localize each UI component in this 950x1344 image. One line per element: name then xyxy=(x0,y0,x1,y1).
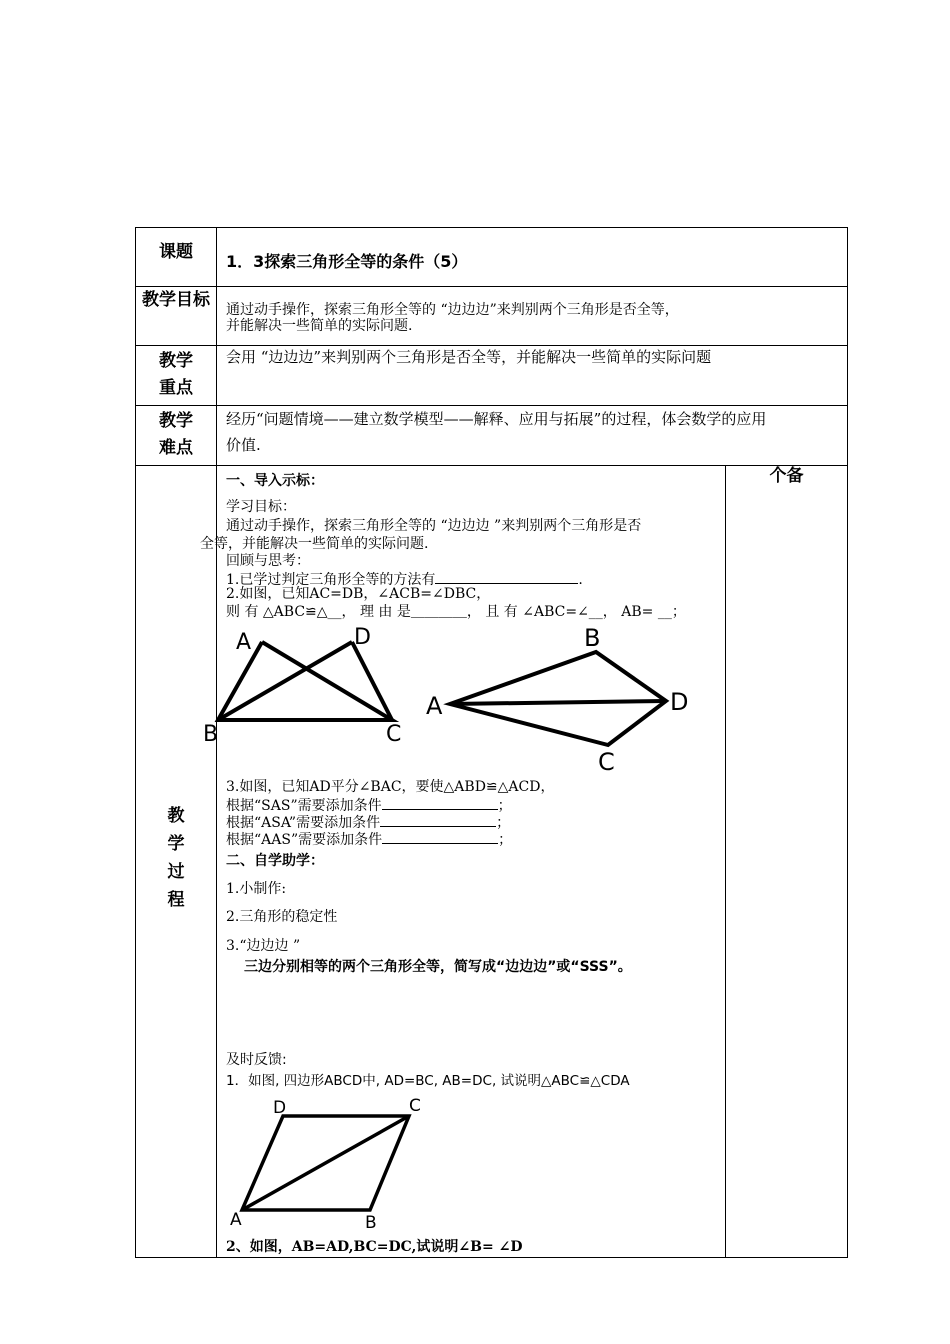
figure-3-label-a: A xyxy=(230,1210,242,1230)
figure-2-label-b: B xyxy=(584,624,601,652)
table-border-right xyxy=(847,227,848,1258)
question-1-end: . xyxy=(578,572,583,588)
figure-2-label-c: C xyxy=(598,748,615,776)
question-2-line-1: 2.如图，已知AC=DB，∠ACB=∠DBC， xyxy=(226,586,491,602)
table-row-divider xyxy=(135,345,848,346)
feedback-question-1: 1．如图, 四边形ABCD中, AD=BC, AB=DC, 试说明△ABC≌△CDA xyxy=(226,1073,630,1089)
aas-blank xyxy=(382,829,498,844)
table-border-top xyxy=(135,227,848,228)
figure-crossed-triangles xyxy=(200,622,420,752)
feedback-question-2: 2、如图，AB=AD,BC=DC,试说明∠B= ∠D xyxy=(226,1239,523,1255)
figure-2-line-ad xyxy=(450,701,666,704)
key-label-2: 重点 xyxy=(159,378,193,398)
figure-2-outline xyxy=(450,652,666,745)
figure-2-label-a: A xyxy=(426,692,443,720)
process-label-3: 过 xyxy=(167,862,185,882)
table-border-bottom xyxy=(135,1257,848,1258)
section-1-heading: 一、导入示标： xyxy=(226,473,324,489)
goal-label: 教学目标 xyxy=(142,290,210,310)
figure-3-line-ac xyxy=(242,1116,409,1210)
table-row-divider xyxy=(135,405,848,406)
asa-blank xyxy=(380,812,496,827)
figure-parallelogram xyxy=(225,1092,440,1232)
goal-line-2: 并能解决一些简单的实际问题. xyxy=(226,318,413,334)
sss-rule: 三边分别相等的两个三角形全等，简写成“边边边”或“SSS”。 xyxy=(244,959,632,975)
section-2-heading: 二、自学助学： xyxy=(226,853,324,869)
asa-semicolon: ； xyxy=(496,815,511,831)
notes-label: 个备 xyxy=(769,466,804,486)
learning-goal-line-1: 通过动手操作，探索三角形全等的 “边边边 ”来判别两个三角形是否 xyxy=(226,518,642,534)
question-2-line-2: 则 有 △ABC≌△__， 理 由 是＿＿＿＿， 且 有 ∠ABC=∠__， AB= __； xyxy=(226,604,686,620)
section-2-item-2: 2.三角形的稳定性 xyxy=(226,909,338,925)
lesson-title: 1．3探索三角形全等的条件（5） xyxy=(226,252,468,271)
asa-text: 根据“ASA”需要添加条件 xyxy=(226,815,381,831)
sas-text: 根据“SAS”需要添加条件 xyxy=(226,798,382,814)
diff-line-1: 经历“问题情境——建立数学模型——解释、应用与拓展”的过程，体会数学的应用 xyxy=(226,410,767,428)
process-label-4: 程 xyxy=(167,890,185,910)
figure-kite xyxy=(420,622,700,777)
question-3-line-1: 3.如图，已知AD平分∠BAC，要使△ABD≌△ACD， xyxy=(226,779,555,795)
review-heading: 回顾与思考： xyxy=(226,553,310,569)
learning-goal-line-2: 全等，并能解决一些简单的实际问题. xyxy=(200,536,429,552)
section-2-item-3: 3.“边边边 ” xyxy=(226,938,301,954)
figure-3-label-d: D xyxy=(273,1098,287,1118)
process-label-1: 教 xyxy=(167,806,185,826)
section-2-item-1: 1.小制作: xyxy=(226,881,287,897)
title-label: 课题 xyxy=(159,242,193,262)
feedback-heading: 及时反馈: xyxy=(226,1052,287,1068)
aas-semicolon: ； xyxy=(498,832,513,848)
figure-1-label-d: D xyxy=(354,625,371,650)
answer-blank xyxy=(435,569,578,584)
learning-goal-heading: 学习目标： xyxy=(226,499,296,515)
sas-semicolon: ； xyxy=(497,798,512,814)
figure-1-label-c: C xyxy=(386,722,402,747)
figure-2-label-d: D xyxy=(670,688,689,716)
process-label-2: 学 xyxy=(167,834,185,854)
diff-line-2: 价值. xyxy=(226,436,261,454)
key-text: 会用 “边边边”来判别两个三角形是否全等，并能解决一些简单的实际问题 xyxy=(226,348,712,366)
question-1-text: 1.已学过判定三角形全等的方法有 xyxy=(226,572,436,588)
goal-line-1: 通过动手操作，探索三角形全等的 “边边边”来判别两个三角形是否全等， xyxy=(226,302,679,318)
sas-blank xyxy=(382,795,498,810)
key-label-1: 教学 xyxy=(159,351,193,371)
figure-3-label-c: C xyxy=(409,1096,421,1116)
diff-label-1: 教学 xyxy=(159,411,193,431)
figure-1-label-a: A xyxy=(236,630,252,655)
table-row-divider xyxy=(135,286,848,287)
table-notes-divider xyxy=(725,465,726,1258)
figure-1-label-b: B xyxy=(203,722,219,747)
diff-label-2: 难点 xyxy=(159,438,193,458)
aas-text: 根据“AAS”需要添加条件 xyxy=(226,832,383,848)
question-3-aas xyxy=(226,829,512,849)
figure-3-label-b: B xyxy=(365,1213,377,1232)
